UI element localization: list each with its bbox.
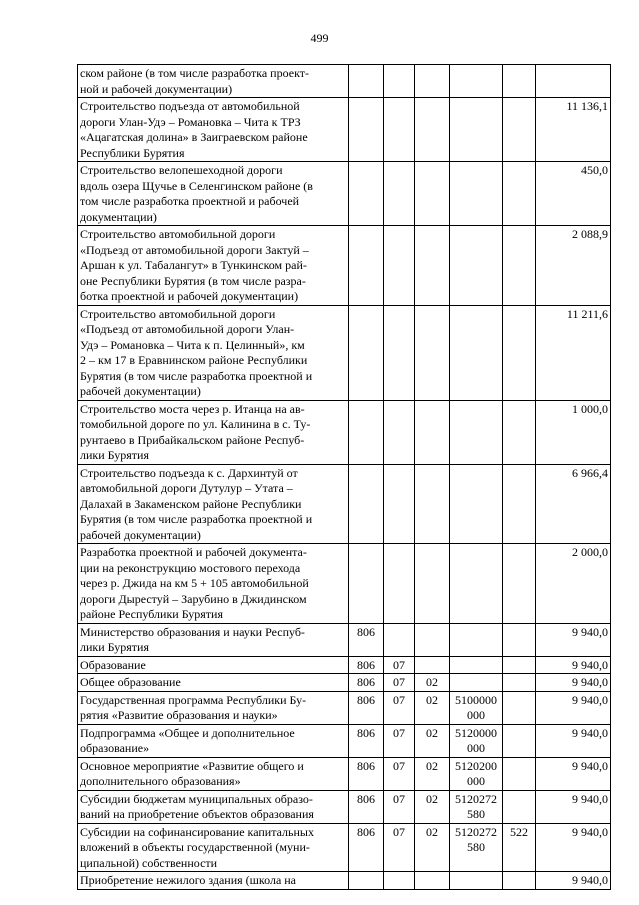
section-code-cell (384, 400, 415, 464)
subsection-code-cell (415, 464, 450, 544)
table-row (78, 400, 611, 464)
section-code-cell (384, 65, 415, 98)
target-article-cell (450, 98, 503, 162)
expense-type-cell (503, 400, 536, 464)
amount-cell: 450,0 (536, 162, 611, 226)
ministry-code-cell (349, 464, 384, 544)
amount-cell: 9 940,0 (536, 872, 611, 890)
section-code-cell (384, 162, 415, 226)
target-article-cell (450, 823, 503, 872)
row-name-cell: Основное мероприятие «Развитие общего и дополнительного образования» (78, 757, 349, 790)
subsection-code-cell (415, 400, 450, 464)
target-article-part-1: 5120272 (455, 824, 497, 839)
table-row (78, 757, 611, 790)
ministry-code-cell: 806 (349, 757, 384, 790)
expense-type-cell (503, 226, 536, 306)
subsection-code-cell: 02 (415, 757, 450, 790)
ministry-code-cell: 806 (349, 823, 384, 872)
ministry-code-cell: 806 (349, 691, 384, 724)
table-row (78, 544, 611, 624)
row-name-cell: Образование (78, 656, 349, 674)
subsection-code-cell: 02 (415, 674, 450, 692)
table-row (78, 724, 611, 757)
expense-type-cell (503, 757, 536, 790)
row-name-cell: Субсидии на софинансирование капитальных вложений в объекты государственной (муни- ципальной) собственности (78, 823, 349, 872)
expense-type-cell (503, 162, 536, 226)
table-row (78, 464, 611, 544)
amount-cell: 9 940,0 (536, 691, 611, 724)
section-code-cell: 07 (384, 757, 415, 790)
row-name-cell: Министерство образования и науки Респуб- лики Бурятия (78, 623, 349, 656)
target-article-cell (450, 757, 503, 790)
target-article-cell (450, 162, 503, 226)
table-row (78, 823, 611, 872)
amount-cell: 9 940,0 (536, 724, 611, 757)
section-code-cell (384, 226, 415, 306)
target-article-cell (450, 305, 503, 400)
amount-cell: 11 136,1 (536, 98, 611, 162)
target-article-part-1: 5120200 (455, 758, 497, 773)
ministry-code-cell: 806 (349, 790, 384, 823)
target-article-cell (450, 464, 503, 544)
amount-cell: 9 940,0 (536, 823, 611, 872)
subsection-code-cell (415, 872, 450, 890)
expense-type-cell (503, 674, 536, 692)
table-row (78, 674, 611, 692)
table-row (78, 691, 611, 724)
ministry-code-cell (349, 98, 384, 162)
expense-type-cell (503, 691, 536, 724)
amount-cell: 2 000,0 (536, 544, 611, 624)
row-name-cell: Подпрограмма «Общее и дополнительное образование» (78, 724, 349, 757)
expense-type-cell (503, 98, 536, 162)
target-article-cell (450, 872, 503, 890)
ministry-code-cell: 806 (349, 674, 384, 692)
table-row (78, 226, 611, 306)
section-code-cell: 07 (384, 691, 415, 724)
table-row (78, 305, 611, 400)
section-code-cell (384, 305, 415, 400)
expense-type-cell (503, 65, 536, 98)
subsection-code-cell (415, 98, 450, 162)
subsection-code-cell (415, 65, 450, 98)
expense-type-cell (503, 790, 536, 823)
amount-cell: 9 940,0 (536, 656, 611, 674)
row-name-cell: Разработка проектной и рабочей документа- ции на реконструкцию мостового перехода через р. Джида на км 5 + 105 автомобильной дороги Дырестуй – Зарубино в Джидинском районе Республики Бурятия (78, 544, 349, 624)
target-article-cell (450, 226, 503, 306)
budget-table (77, 64, 611, 890)
target-article-part-2: 580 (467, 807, 485, 821)
expense-type-cell (503, 872, 536, 890)
expense-type-cell (503, 544, 536, 624)
row-name-cell: Субсидии бюджетам муниципальных образо- ваний на приобретение объектов образования (78, 790, 349, 823)
subsection-code-cell (415, 162, 450, 226)
section-code-cell: 07 (384, 656, 415, 674)
subsection-code-cell: 02 (415, 790, 450, 823)
target-article-cell (450, 400, 503, 464)
ministry-code-cell: 806 (349, 623, 384, 656)
target-article-cell (450, 656, 503, 674)
table-row (78, 872, 611, 890)
amount-cell: 11 211,6 (536, 305, 611, 400)
target-article-cell (450, 674, 503, 692)
ministry-code-cell (349, 162, 384, 226)
expense-type-cell (503, 623, 536, 656)
target-article-part-1: 5120272 (455, 791, 497, 806)
row-name-cell: Строительство велопешеходной дороги вдоль озера Щучье в Селенгинском районе (в том числе разработка проектной и рабочей документации) (78, 162, 349, 226)
target-article-cell (450, 790, 503, 823)
ministry-code-cell (349, 544, 384, 624)
target-article-cell (450, 691, 503, 724)
expense-type-cell: 522 (503, 823, 536, 872)
target-article-cell (450, 65, 503, 98)
target-article-part-2: 000 (467, 741, 485, 755)
ministry-code-cell (349, 65, 384, 98)
ministry-code-cell (349, 400, 384, 464)
expense-type-cell (503, 305, 536, 400)
target-article-cell (450, 623, 503, 656)
amount-cell: 1 000,0 (536, 400, 611, 464)
table-row (78, 98, 611, 162)
section-code-cell (384, 623, 415, 656)
section-code-cell (384, 98, 415, 162)
expense-type-cell (503, 464, 536, 544)
section-code-cell (384, 544, 415, 624)
target-article-part-2: 000 (467, 708, 485, 722)
table-row (78, 65, 611, 98)
row-name-cell: Строительство автомобильной дороги «Подъезд от автомобильной дороги Зактуй – Аршан к ул. Табалангут» в Тункинском рай- оне Республики Бурятия (в том числе разра- ботка проектной и рабочей документации) (78, 226, 349, 306)
page-number: 499 (310, 31, 329, 45)
ministry-code-cell (349, 872, 384, 890)
target-article-cell (450, 544, 503, 624)
row-name-cell: Государственная программа Республики Бу- рятия «Развитие образования и науки» (78, 691, 349, 724)
subsection-code-cell (415, 305, 450, 400)
amount-cell: 9 940,0 (536, 757, 611, 790)
subsection-code-cell (415, 656, 450, 674)
amount-cell (536, 65, 611, 98)
target-article-part-2: 580 (467, 840, 485, 854)
section-code-cell: 07 (384, 674, 415, 692)
section-code-cell: 07 (384, 823, 415, 872)
row-name-cell: Строительство автомобильной дороги «Подъезд от автомобильной дороги Улан- Удэ – Романовка – Чита к п. Целинный», км 2 – км 17 в Еравнинском районе Республики Бурятия (в том числе разработка проектной и рабочей документации) (78, 305, 349, 400)
row-name-cell: Строительство подъезда к с. Дархинтуй от автомобильной дороги Дутулур – Утата – Далахай в Закаменском районе Республики Бурятия (в том числе разработка проектной и рабочей документации) (78, 464, 349, 544)
row-name-cell: ском районе (в том числе разработка проект- ной и рабочей документации) (78, 65, 349, 98)
section-code-cell (384, 872, 415, 890)
target-article-part-1: 5120000 (455, 725, 497, 740)
subsection-code-cell: 02 (415, 823, 450, 872)
row-name-cell: Строительство моста через р. Итанца на ав- томобильной дороге по ул. Калинина в с. Ту- рунтаево в Прибайкальском районе Респуб- лики Бурятия (78, 400, 349, 464)
expense-type-cell (503, 724, 536, 757)
budget-table-body (78, 65, 611, 890)
subsection-code-cell (415, 226, 450, 306)
subsection-code-cell (415, 544, 450, 624)
subsection-code-cell (415, 623, 450, 656)
row-name-cell: Общее образование (78, 674, 349, 692)
ministry-code-cell: 806 (349, 656, 384, 674)
target-article-cell (450, 724, 503, 757)
amount-cell: 9 940,0 (536, 790, 611, 823)
target-article-part-2: 000 (467, 774, 485, 788)
subsection-code-cell: 02 (415, 724, 450, 757)
ministry-code-cell: 806 (349, 724, 384, 757)
table-row (78, 162, 611, 226)
section-code-cell (384, 464, 415, 544)
amount-cell: 2 088,9 (536, 226, 611, 306)
amount-cell: 9 940,0 (536, 623, 611, 656)
row-name-cell: Строительство подъезда от автомобильной дороги Улан-Удэ – Романовка – Чита к ТРЗ «Ацагатская долина» в Заиграевском районе Республики Бурятия (78, 98, 349, 162)
table-row (78, 623, 611, 656)
amount-cell: 9 940,0 (536, 674, 611, 692)
section-code-cell: 07 (384, 724, 415, 757)
expense-type-cell (503, 656, 536, 674)
ministry-code-cell (349, 226, 384, 306)
table-row (78, 790, 611, 823)
target-article-part-1: 5100000 (455, 692, 497, 707)
section-code-cell: 07 (384, 790, 415, 823)
amount-cell: 6 966,4 (536, 464, 611, 544)
row-name-cell: Приобретение нежилого здания (школа на (78, 872, 349, 890)
ministry-code-cell (349, 305, 384, 400)
subsection-code-cell: 02 (415, 691, 450, 724)
table-row (78, 656, 611, 674)
